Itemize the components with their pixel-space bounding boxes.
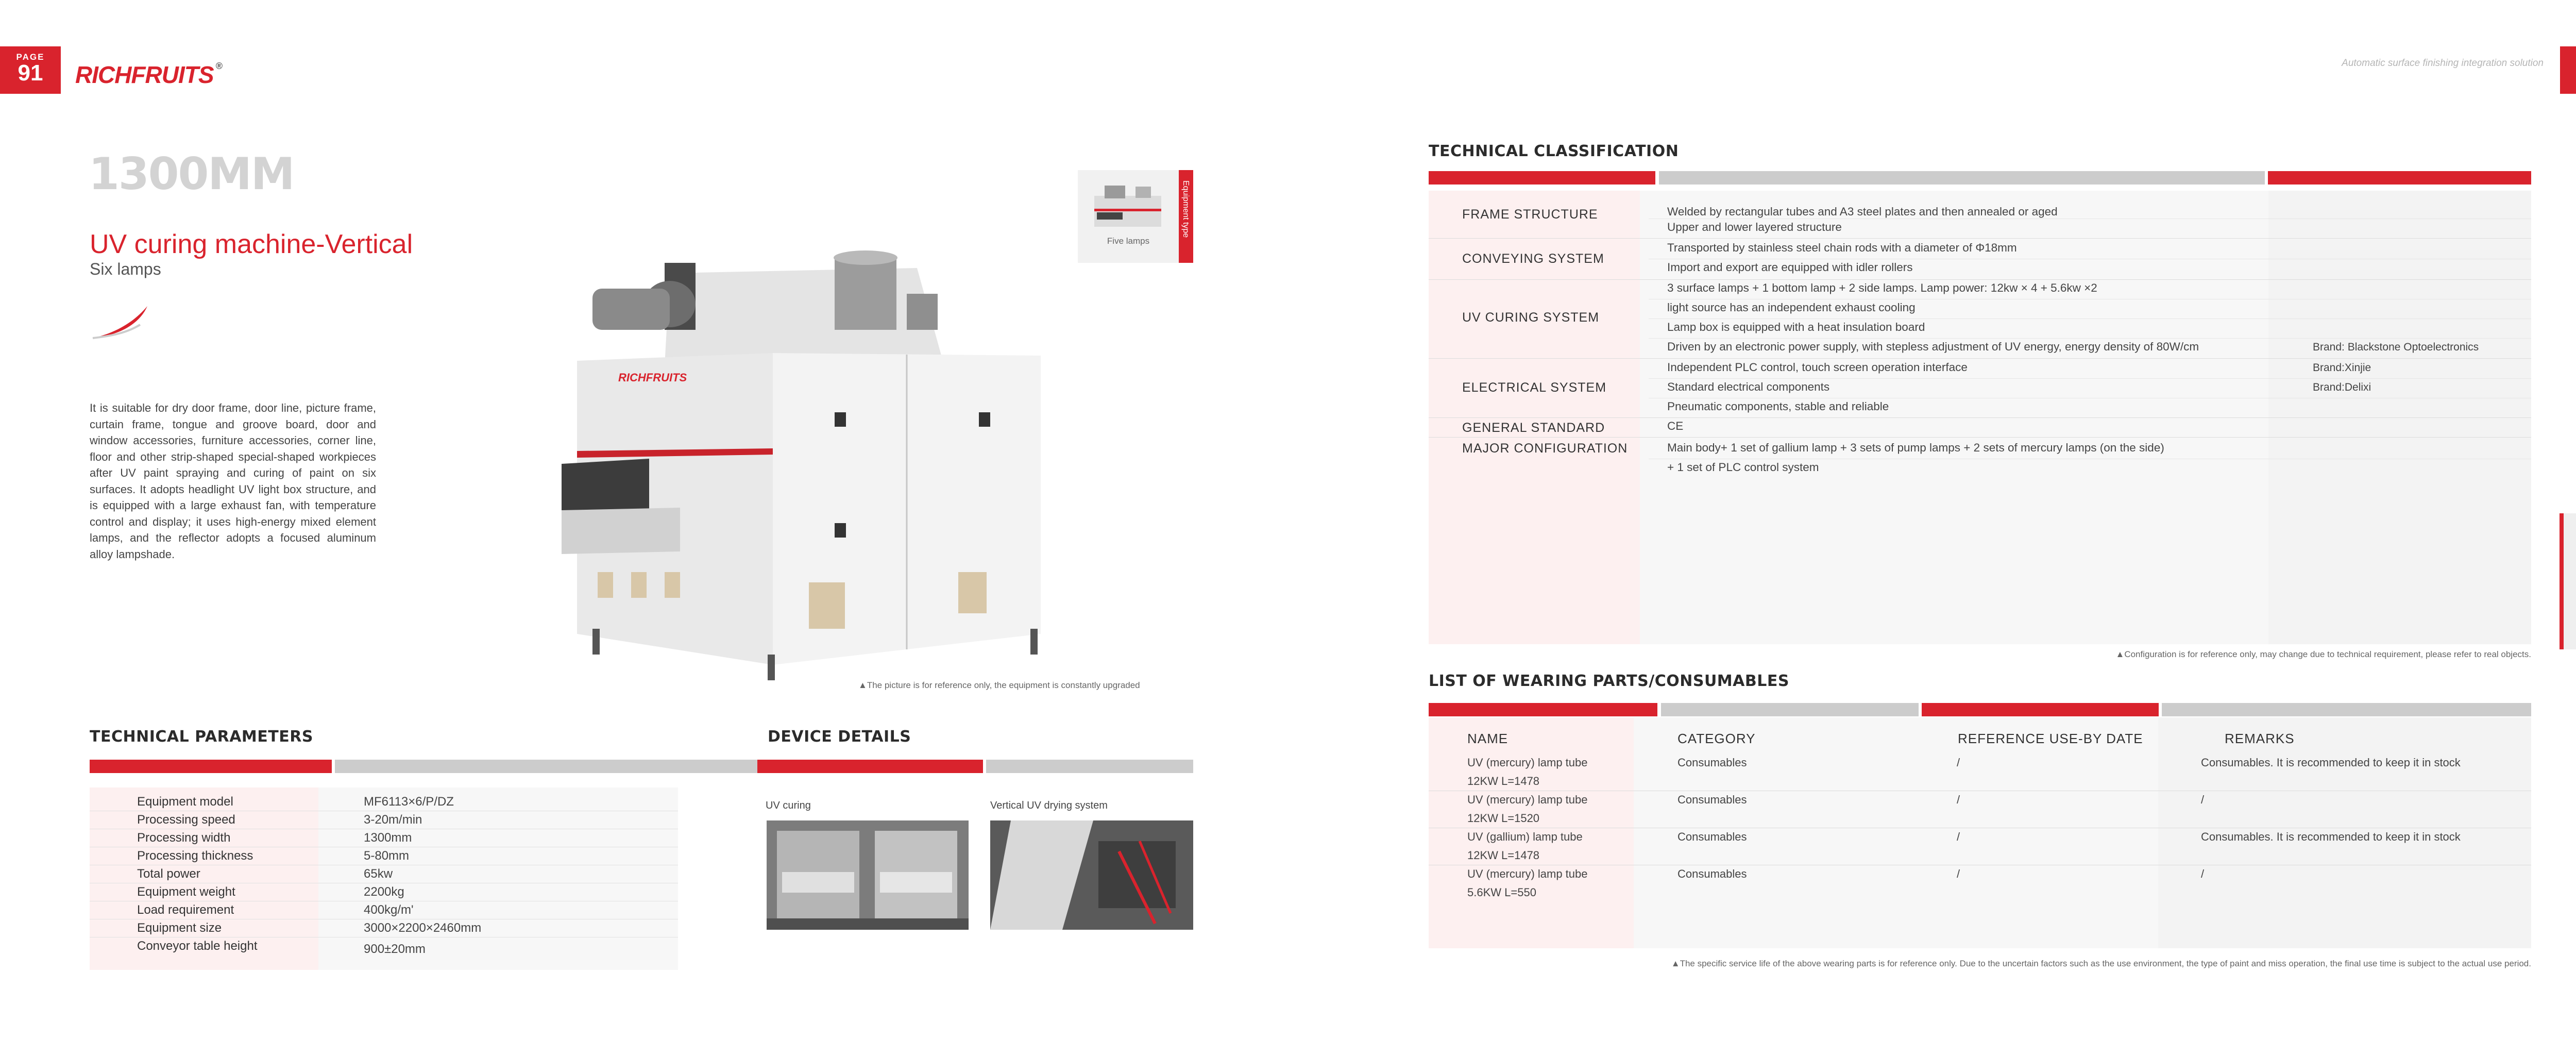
wear-name: UV (mercury) lamp tube 12KW L=1478 xyxy=(1467,756,1588,787)
product-subtitle: Six lamps xyxy=(90,260,161,278)
svg-text:RICHFRUITS: RICHFRUITS xyxy=(618,371,687,384)
table-row: Load requirement 400kg/m' xyxy=(90,901,678,919)
tech-class-line: Independent PLC control, touch screen operation interface xyxy=(1667,361,1968,374)
tech-class-line: Standard electrical components xyxy=(1667,380,1830,393)
tech-class-category: ELECTRICAL SYSTEM xyxy=(1462,380,1607,395)
page-number xyxy=(2560,62,2576,85)
wear-parts-heading: LIST OF WEARING PARTS/CONSUMABLES xyxy=(1429,672,1789,690)
wear-category: Consumables xyxy=(1677,830,1747,843)
tech-class-category: GENERAL STANDARD xyxy=(1462,421,1605,435)
tech-class-line: Pneumatic components, stable and reliable xyxy=(1667,400,1889,413)
brand-logo: RICHFRUITS ® xyxy=(75,61,222,88)
wear-name: UV (mercury) lamp tube 12KW L=1520 xyxy=(1467,793,1588,825)
page-badge-92 xyxy=(2560,46,2576,94)
wear-date: / xyxy=(1957,830,1960,843)
wear-date: / xyxy=(1957,793,1960,806)
wear-date: / xyxy=(1957,867,1960,880)
model-size-heading: 1300MM xyxy=(89,148,294,200)
tech-class-line: Transported by stainless steel chain rods with a diameter of Φ18mm xyxy=(1667,241,2017,254)
wear-header-name: NAME xyxy=(1467,731,1509,746)
section-bar-red xyxy=(1429,171,1655,185)
product-title: UV curing machine-Vertical xyxy=(90,229,413,259)
brand-note: Brand:Xinjie xyxy=(2313,362,2371,374)
tech-class-line: Driven by an electronic power supply, with stepless adjustment of UV energy, energy density of 80W/cm xyxy=(1667,340,2199,353)
vertical-uv-drying-image xyxy=(990,820,1193,930)
section-bar-grey xyxy=(1659,171,2265,185)
wear-note: ▲The specific service life of the above wearing parts is for reference only. Due to the uncertain factors such as the use environment, the type of paint and miss operation, the final use time is subject to the actual use period. xyxy=(1671,959,2531,968)
wear-date: / xyxy=(1957,756,1960,769)
brand-note: Brand: Blackstone Optoelectronics xyxy=(2313,341,2479,353)
uv-curing-photo xyxy=(767,820,969,930)
drying-equipment-series-tab[interactable] xyxy=(2560,513,2576,649)
brand-name: RICHFRUITS xyxy=(75,61,214,88)
tech-class-line: Lamp box is equipped with a heat insulation board xyxy=(1667,321,1925,333)
five-lamps-machine-icon xyxy=(1089,180,1166,232)
tech-class-category: CONVEYING SYSTEM xyxy=(1462,252,1604,266)
tech-class-line: CE xyxy=(1667,420,1684,432)
tech-class-line: Main body+ 1 set of gallium lamp + 3 sets of pump lamps + 2 sets of mercury lamps (on the side) xyxy=(1667,441,2164,454)
wear-remarks: Consumables. It is recommended to keep it in stock xyxy=(2201,830,2461,843)
product-description: It is suitable for dry door frame, door line, picture frame, curtain frame, tongue and groove board, door and window accessories, furniture accessories, corner line, floor and other strip-shaped special-shaped workpieces after UV paint spraying and curing of paint on six surfaces. It adopts headlight UV light box structure, and is equipped with a large exhaust fan, with temperature control and display; it uses high-energy mixed element lamps, and the reflector adopts a focused aluminum alloy lampshade. xyxy=(90,401,376,561)
device-detail-label: Vertical UV drying system xyxy=(990,800,1108,811)
equipment-type-tab[interactable] xyxy=(1179,170,1193,263)
table-row: Equipment model MF6113×6/P/DZ xyxy=(90,793,678,811)
wear-remarks: / xyxy=(2201,867,2205,880)
section-bar-red xyxy=(2268,171,2531,185)
tech-class-line: Import and export are equipped with idler rollers xyxy=(1667,261,1913,274)
equipment-thumbnail[interactable] xyxy=(1078,170,1179,263)
tagline: Automatic surface finishing integration solution xyxy=(2342,58,2544,69)
tech-class-category: FRAME STRUCTURE xyxy=(1462,207,1598,222)
swoosh-icon xyxy=(91,304,150,341)
wear-category: Consumables xyxy=(1677,793,1747,806)
page-badge-91 xyxy=(0,46,61,94)
tech-class-line: 3 surface lamps + 1 bottom lamp + 2 side lamps. Lamp power: 12kw × 4 + 5.6kw ×2 xyxy=(1667,281,2097,294)
section-bar-red xyxy=(757,760,983,773)
tech-class-line: light source has an independent exhaust cooling xyxy=(1667,301,1916,314)
section-bar-grey xyxy=(986,760,1193,773)
page-label xyxy=(2560,53,2576,62)
page-number: 91 xyxy=(18,60,43,86)
tech-class-heading: TECHNICAL CLASSIFICATION xyxy=(1429,142,1679,160)
wear-category: Consumables xyxy=(1677,867,1747,880)
tech-class-category: UV CURING SYSTEM xyxy=(1462,310,1600,325)
wear-header-remarks: REMARKS xyxy=(2225,731,2295,746)
table-row: Conveyor table height 900±20mm xyxy=(137,939,426,956)
tech-class-category: MAJOR CONFIGURATION xyxy=(1462,441,1628,456)
wear-remarks: Consumables. It is recommended to keep it in stock xyxy=(2201,756,2461,769)
uv-curing-machine-image xyxy=(546,242,1056,696)
device-details-heading: DEVICE DETAILS xyxy=(768,728,911,746)
tech-class-line: Welded by rectangular tubes and A3 steel plates and then annealed or aged xyxy=(1667,205,2058,218)
picture-note: ▲The picture is for reference only, the equipment is constantly upgraded xyxy=(858,680,1140,690)
section-bar-grey xyxy=(335,760,758,773)
wear-category: Consumables xyxy=(1677,756,1747,769)
table-row: Processing speed 3-20m/min xyxy=(90,811,678,829)
section-bar-grey xyxy=(2162,703,2531,716)
section-bar-red xyxy=(90,760,332,773)
wear-header-date: REFERENCE USE-BY DATE xyxy=(1958,731,2143,746)
page-label: PAGE xyxy=(16,52,45,62)
table-row: Equipment weight 2200kg xyxy=(90,883,678,901)
wear-header-category: CATEGORY xyxy=(1677,731,1756,746)
table-row: Equipment size 3000×2200×2460mm xyxy=(90,919,678,937)
uv-curing-image xyxy=(767,820,969,930)
table-row: Total power 65kw xyxy=(90,865,678,883)
vertical-uv-drying-photo xyxy=(990,820,1193,930)
tech-class-line: Upper and lower layered structure xyxy=(1667,221,1842,233)
device-detail-label: UV curing xyxy=(766,800,811,811)
wear-remarks: / xyxy=(2201,793,2205,806)
section-bar-red xyxy=(1922,703,2159,716)
thumb-caption: Five lamps xyxy=(1107,236,1150,246)
equipment-type-label: Equipment type xyxy=(1181,180,1190,238)
brand-note: Brand:Delixi xyxy=(2313,381,2371,393)
section-bar-grey xyxy=(1661,703,1919,716)
table-row: Processing thickness 5-80mm xyxy=(90,847,678,865)
tech-params-heading: TECHNICAL PARAMETERS xyxy=(90,728,313,746)
wear-name: UV (mercury) lamp tube 5.6KW L=550 xyxy=(1467,867,1588,899)
table-row: Processing width 1300mm xyxy=(90,829,678,847)
wear-name: UV (gallium) lamp tube 12KW L=1478 xyxy=(1467,830,1583,862)
tech-params-table xyxy=(90,787,678,970)
config-note: ▲Configuration is for reference only, may change due to technical requirement, please refer to real objects. xyxy=(2115,649,2531,659)
section-bar-red xyxy=(1429,703,1657,716)
tech-class-line: + 1 set of PLC control system xyxy=(1667,461,1819,474)
